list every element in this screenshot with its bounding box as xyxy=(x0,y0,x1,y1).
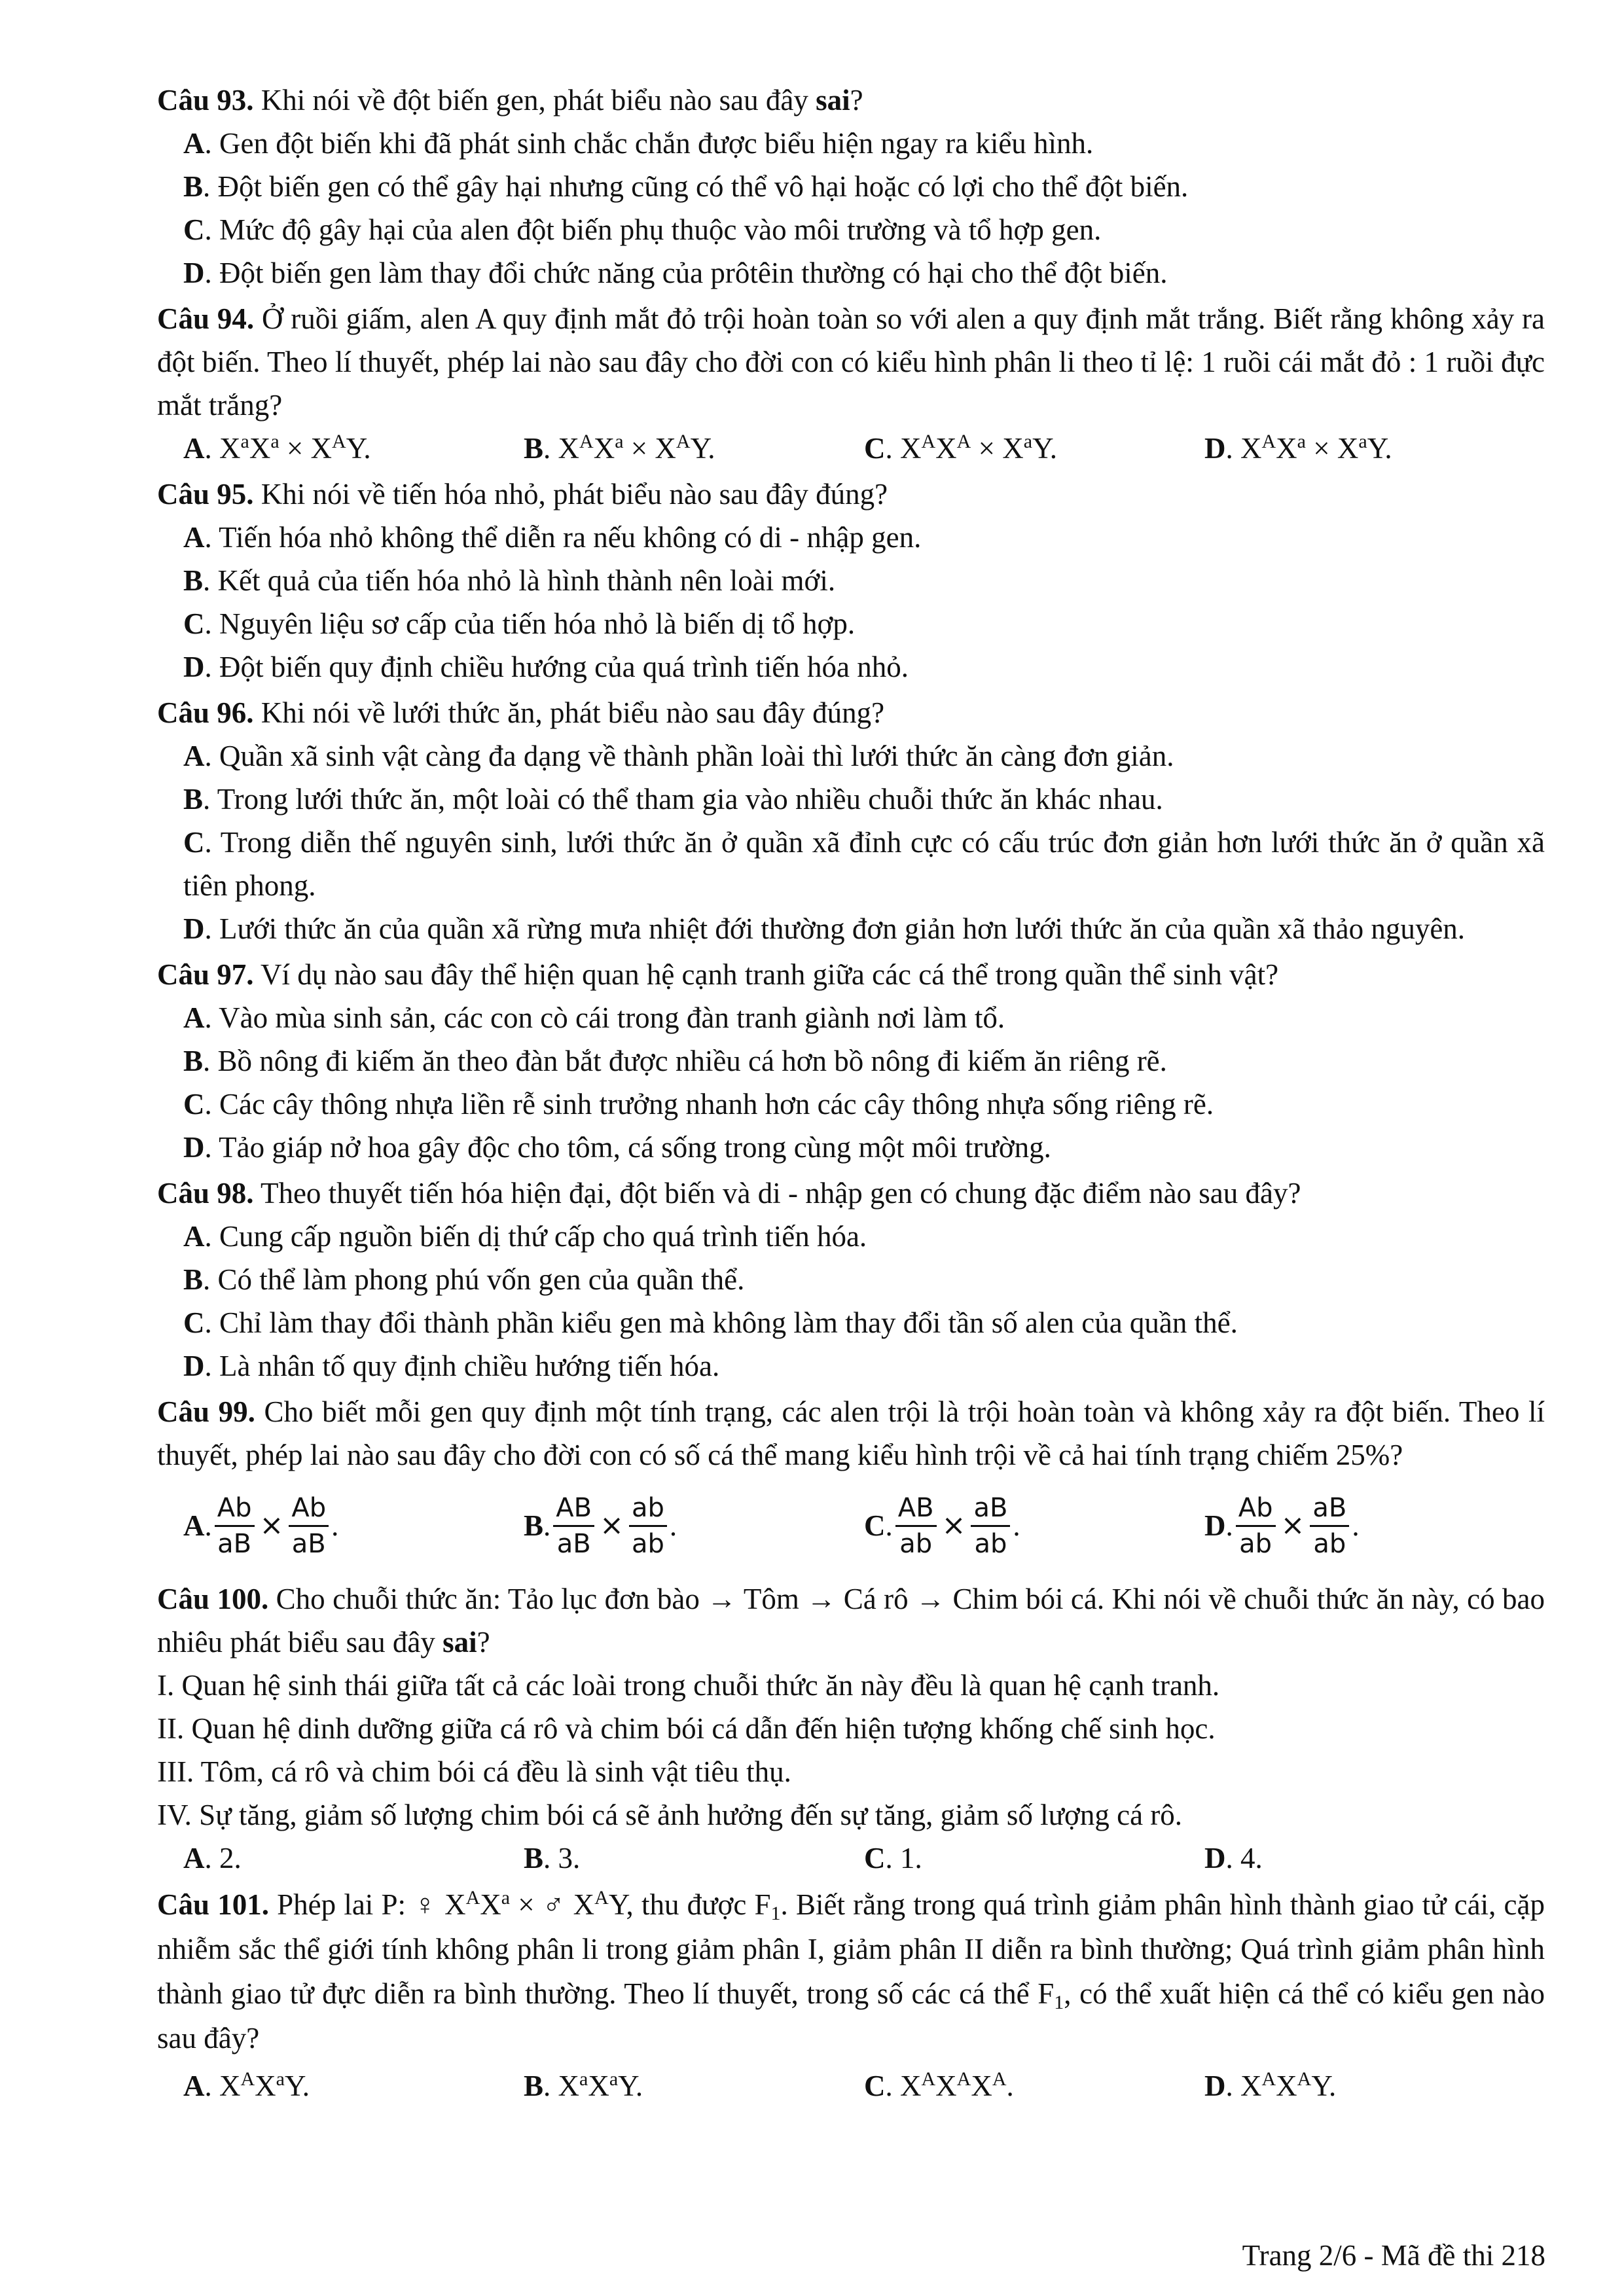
option-c: C. Mức độ gây hại của alen đột biến phụ thuộc vào môi trường và tổ hợp gen. xyxy=(183,213,1102,246)
statement-4: IV. Sự tăng, giảm số lượng chim bói cá sẽ ảnh hưởng đến sự tăng, giảm số lượng cá rô. xyxy=(157,1799,1183,1831)
option-a: A . $\frac{Ab}{aB}$ × $\frac{Ab}{aB}$ . xyxy=(183,1491,524,1561)
question-stem: Câu 98. Theo thuyết tiến hóa hiện đại, đột biến và di - nhập gen có chung đặc điểm nào sau đây? xyxy=(157,1177,1301,1210)
options-row xyxy=(157,2064,1545,2108)
question-stem: Câu 94. Ở ruồi giấm, alen A quy định mắt đỏ trội hoàn toàn so với alen a quy định mắt trắng. Biết rằng không xảy ra đột biến. Theo lí thuyết, phép lai nào sau đây cho đời con có kiểu hình phân li theo tỉ lệ: 1 ruồi cái mắt đỏ : 1 ruồi đực mắt trắng? xyxy=(157,302,1545,422)
options-row xyxy=(157,1837,1545,1880)
question-97 xyxy=(157,953,1545,1169)
question-96 xyxy=(157,691,1545,950)
question-99 xyxy=(157,1390,1545,1575)
statement-2: II. Quan hệ dinh dưỡng giữa cá rô và chim bói cá dẫn đến hiện tượng khống chế sinh học. xyxy=(157,1712,1216,1745)
option-c: C. 1. xyxy=(864,1842,922,1874)
statement-3: III. Tôm, cá rô và chim bói cá đều là sinh vật tiêu thụ. xyxy=(157,1755,791,1788)
question-93 xyxy=(157,79,1545,295)
option-d: D. $X^AX^AY$. xyxy=(1204,2068,1337,2102)
option-b: B. 3. xyxy=(524,1842,581,1874)
option-c: C. $X^AX^AX^A$. xyxy=(864,2068,1014,2102)
question-stem: Câu 101. Phép lai P: ♀ $X^AX^a$ × ♂ $X^AY$, thu được $F_1$. Biết rằng trong quá trình giảm phân hình thành giao tử cái, cặp nhiễm sắc thể giới tính không phân li trong giảm phân I, giảm phân II diễn ra bình thường; Quá trình giảm phân hình thành giao tử đực diễn ra bình thường. Theo lí thuyết, trong số các cá thể $F_1$, có thể xuất hiện cá thể có kiểu gen nào sau đây? xyxy=(157,1887,1545,2054)
option-c: C. Trong diễn thế nguyên sinh, lưới thức ăn ở quần xã đỉnh cực có cấu trúc đơn giản hơn lưới thức ăn ở quần xã tiên phong. xyxy=(183,826,1545,902)
option-d: D. Tảo giáp nở hoa gây độc cho tôm, cá sống trong cùng một môi trường. xyxy=(183,1131,1051,1164)
option-d: D. Là nhân tố quy định chiều hướng tiến hóa. xyxy=(183,1350,720,1382)
option-c: C. Nguyên liệu sơ cấp của tiến hóa nhỏ là biến dị tổ hợp. xyxy=(183,607,856,640)
page-content xyxy=(157,79,1545,2110)
option-b: B. $X^aX^aY$. xyxy=(524,2068,643,2102)
question-stem: Câu 97. Ví dụ nào sau đây thể hiện quan hệ cạnh tranh giữa các cá thể trong quần thể sinh vật? xyxy=(157,958,1279,991)
question-95 xyxy=(157,473,1545,689)
option-b: B . $\frac{AB}{aB}$ × $\frac{ab}{ab}$ . xyxy=(524,1491,864,1561)
fraction: $\frac{AB}{ab}$ xyxy=(895,1491,937,1561)
option-d: D. Lưới thức ăn của quần xã rừng mưa nhiệt đới thường đơn giản hơn lưới thức ăn của quần xã thảo nguyên. xyxy=(183,912,1466,945)
option-d: D. Đột biến gen làm thay đổi chức năng của prôtêin thường có hại cho thể đột biến. xyxy=(183,257,1168,289)
statement-1: I. Quan hệ sinh thái giữa tất cả các loài trong chuỗi thức ăn này đều là quan hệ cạnh tranh. xyxy=(157,1669,1220,1702)
option-b: B. Có thể làm phong phú vốn gen của quần thể. xyxy=(183,1263,745,1296)
option-d: D. $X^AX^a \times X^aY$. xyxy=(1204,431,1392,465)
question-stem: Câu 93. Khi nói về đột biến gen, phát biểu nào sau đây sai? xyxy=(157,84,863,117)
fraction: $\frac{aB}{ab}$ xyxy=(1310,1491,1349,1561)
fraction: $\frac{Ab}{aB}$ xyxy=(215,1491,255,1561)
option-a: A. $X^AX^aY$. xyxy=(183,2068,310,2102)
fraction: $\frac{Ab}{ab}$ xyxy=(1236,1491,1276,1561)
options-row xyxy=(157,427,1545,470)
option-c: C. Chỉ làm thay đổi thành phần kiểu gen mà không làm thay đổi tần số alen của quần thể. xyxy=(183,1306,1238,1339)
option-c: C . $\frac{AB}{ab}$ × $\frac{aB}{ab}$ . xyxy=(864,1491,1204,1561)
question-stem: Câu 95. Khi nói về tiến hóa nhỏ, phát biểu nào sau đây đúng? xyxy=(157,478,888,511)
option-a: A. Cung cấp nguồn biến dị thứ cấp cho quá trình tiến hóa. xyxy=(183,1220,867,1253)
option-c: C. $X^AX^A \times X^aY$. xyxy=(864,431,1058,465)
fraction: $\frac{Ab}{aB}$ xyxy=(289,1491,329,1561)
option-a: A. $X^aX^a \times X^AY$. xyxy=(183,431,371,465)
option-d: D . $\frac{Ab}{ab}$ × $\frac{aB}{ab}$ . xyxy=(1204,1491,1545,1561)
option-a: A. Vào mùa sinh sản, các con cò cái trong đàn tranh giành nơi làm tổ. xyxy=(183,1001,1005,1034)
question-100 xyxy=(157,1577,1545,1880)
option-b: B. Đột biến gen có thể gây hại nhưng cũng có thể vô hại hoặc có lợi cho thể đột biến. xyxy=(183,170,1189,203)
question-94 xyxy=(157,297,1545,470)
fraction: $\frac{ab}{ab}$ xyxy=(629,1491,667,1561)
fraction: $\frac{aB}{ab}$ xyxy=(971,1491,1010,1561)
option-a: A. Gen đột biến khi đã phát sinh chắc chắn được biểu hiện ngay ra kiểu hình. xyxy=(183,127,1094,160)
option-b: B. Kết quả của tiến hóa nhỏ là hình thành nên loài mới. xyxy=(183,564,836,597)
question-stem: Câu 99. Cho biết mỗi gen quy định một tính trạng, các alen trội là trội hoàn toàn và không xảy ra đột biến. Theo lí thuyết, phép lai nào sau đây cho đời con có số cá thể mang kiểu hình trội về cả hai tính trạng chiếm 25%? xyxy=(157,1395,1545,1471)
option-d: D. 4. xyxy=(1204,1842,1263,1874)
page-footer: Trang 2/6 - Mã đề thi 218 xyxy=(1242,2239,1545,2272)
option-a: A. 2. xyxy=(183,1842,242,1874)
question-stem: Câu 96. Khi nói về lưới thức ăn, phát biểu nào sau đây đúng? xyxy=(157,696,885,729)
question-98 xyxy=(157,1172,1545,1388)
option-a: A. Tiến hóa nhỏ không thể diễn ra nếu không có di - nhập gen. xyxy=(183,521,922,554)
option-d: D. Đột biến quy định chiều hướng của quá trình tiến hóa nhỏ. xyxy=(183,651,909,683)
option-b: B. Bồ nông đi kiếm ăn theo đàn bắt được nhiều cá hơn bồ nông đi kiếm ăn riêng rẽ. xyxy=(183,1045,1167,1077)
option-a: A. Quần xã sinh vật càng đa dạng về thành phần loài thì lưới thức ăn càng đơn giản. xyxy=(183,740,1174,772)
question-stem: Câu 100. Cho chuỗi thức ăn: Tảo lục đơn bào → Tôm → Cá rô → Chim bói cá. Khi nói về chuỗi thức ăn này, có bao nhiêu phát biểu sau đây sai? xyxy=(157,1583,1545,1659)
option-b: B. Trong lưới thức ăn, một loài có thể tham gia vào nhiều chuỗi thức ăn khác nhau. xyxy=(183,783,1163,816)
question-101 xyxy=(157,1882,1545,2108)
option-b: B. $X^AX^a \times X^AY$. xyxy=(524,431,715,465)
options-row xyxy=(157,1477,1545,1575)
option-c: C. Các cây thông nhựa liền rễ sinh trưởng nhanh hơn các cây thông nhựa sống riêng rẽ. xyxy=(183,1088,1214,1121)
fraction: $\frac{AB}{aB}$ xyxy=(553,1491,594,1561)
